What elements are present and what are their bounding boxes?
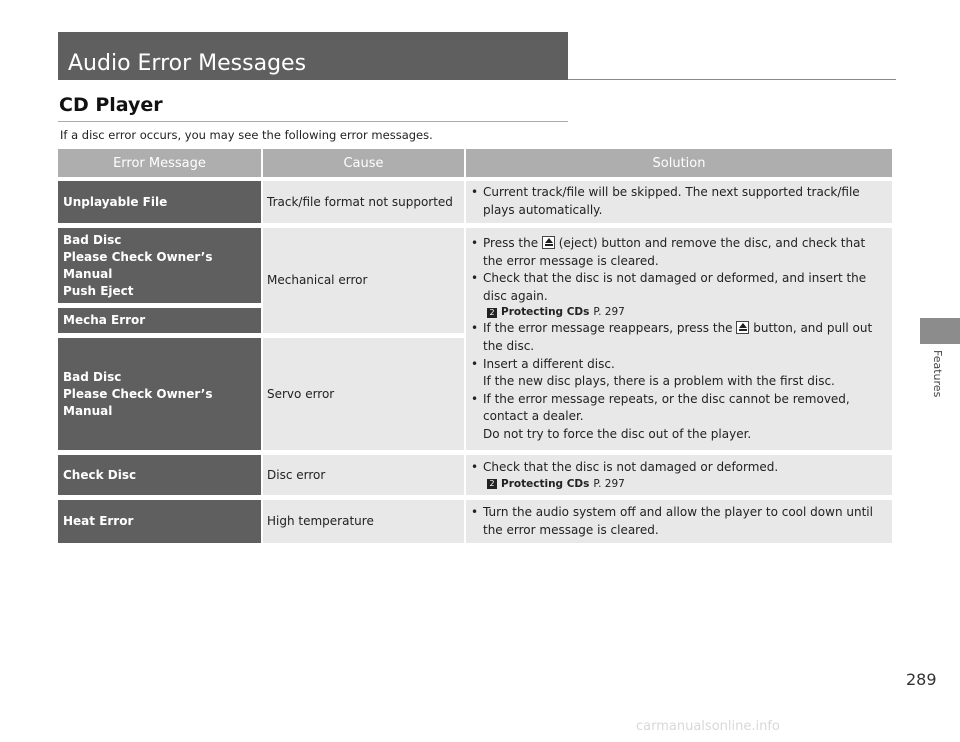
solution-check-disc — [469, 459, 887, 492]
error-bad-disc — [58, 338, 261, 450]
solution-shared — [469, 235, 887, 444]
bullet-text: Press the — [483, 236, 539, 250]
solution-bullet: • Turn the audio system off and allow the player to cool down until the error message is cleared. — [469, 504, 887, 539]
eject-icon — [736, 321, 749, 334]
solution-bullet-dealer — [469, 391, 887, 444]
error-heat: Heat Error — [58, 500, 261, 543]
header-cause: Cause — [263, 149, 464, 177]
error-mecha: Mecha Error — [58, 308, 261, 333]
error-unplayable-file: Unplayable File — [58, 181, 261, 223]
reference-arrow-icon: 2 — [487, 308, 497, 318]
solution-bullet-check: • Check that the disc is not damaged or deformed, and insert the disc again. — [469, 270, 887, 305]
solution-bullet: • Current track/file will be skipped. The next supported track/file plays automatically. — [469, 184, 887, 219]
bullet-text: If the new disc plays, there is a problem with the first disc. — [483, 374, 835, 389]
cause-disc-error: Disc error — [267, 468, 326, 482]
solution-bullet-reappears — [469, 320, 887, 355]
bullet-text: If the error message reappears, press the — [483, 321, 733, 336]
error-line: Please Check Owner’s — [63, 250, 213, 264]
reference-page: P. 297 — [593, 306, 625, 319]
cause-servo: Servo error — [267, 387, 335, 401]
error-line: Please Check Owner’s — [63, 386, 213, 401]
error-line: Push Eject — [63, 284, 134, 298]
bullet-text: • Insert a different disc. — [483, 356, 615, 371]
bullet-text: • If the error message repeats, or the disc cannot be removed, contact a dealer. — [483, 391, 850, 424]
error-line: Manual — [63, 403, 113, 418]
page-number: 289 — [906, 670, 937, 689]
solution-bullet-eject — [469, 235, 887, 270]
side-tab-label: Features — [931, 350, 944, 398]
intro-text: If a disc error occurs, you may see the following error messages. — [60, 128, 433, 142]
solution-heat — [469, 504, 887, 539]
reference-title: Protecting CDs — [501, 306, 590, 319]
header-solution: Solution — [466, 149, 892, 177]
eject-icon — [542, 236, 555, 249]
reference-title: Protecting CDs — [501, 477, 590, 490]
header-error-message: Error Message — [58, 149, 261, 177]
reference-page: P. 297 — [593, 477, 625, 490]
solution-unplayable — [469, 184, 887, 219]
solution-bullet-different-disc — [469, 356, 887, 391]
cross-reference[interactable] — [469, 477, 887, 492]
error-line: Bad Disc — [63, 233, 122, 247]
solution-bullet: • Check that the disc is not damaged or deformed. — [469, 459, 887, 477]
error-check-disc: Check Disc — [58, 455, 261, 495]
error-bad-disc-push-eject — [58, 228, 261, 303]
cause-unplayable: Track/file format not supported — [267, 195, 453, 209]
features-side-tab[interactable] — [920, 318, 960, 344]
watermark: carmanualsonline.info — [636, 719, 780, 734]
cause-high-temperature: High temperature — [267, 514, 374, 528]
bullet-text: (eject) button and remove the disc, and check that the error message is cleared. — [483, 236, 866, 268]
reference-arrow-icon: 2 — [487, 479, 497, 489]
section-title: CD Player — [59, 94, 163, 116]
cause-mechanical: Mechanical error — [267, 273, 368, 287]
chapter-title: Audio Error Messages — [58, 32, 568, 80]
section-rule — [58, 121, 568, 122]
title-rule — [568, 79, 896, 80]
cross-reference[interactable] — [469, 305, 887, 320]
error-line: Manual — [63, 267, 113, 281]
bullet-text: Do not try to force the disc out of the player. — [483, 426, 752, 441]
error-line: Bad Disc — [63, 369, 122, 384]
bullet-text: button, and pull out the disc. — [483, 321, 873, 353]
